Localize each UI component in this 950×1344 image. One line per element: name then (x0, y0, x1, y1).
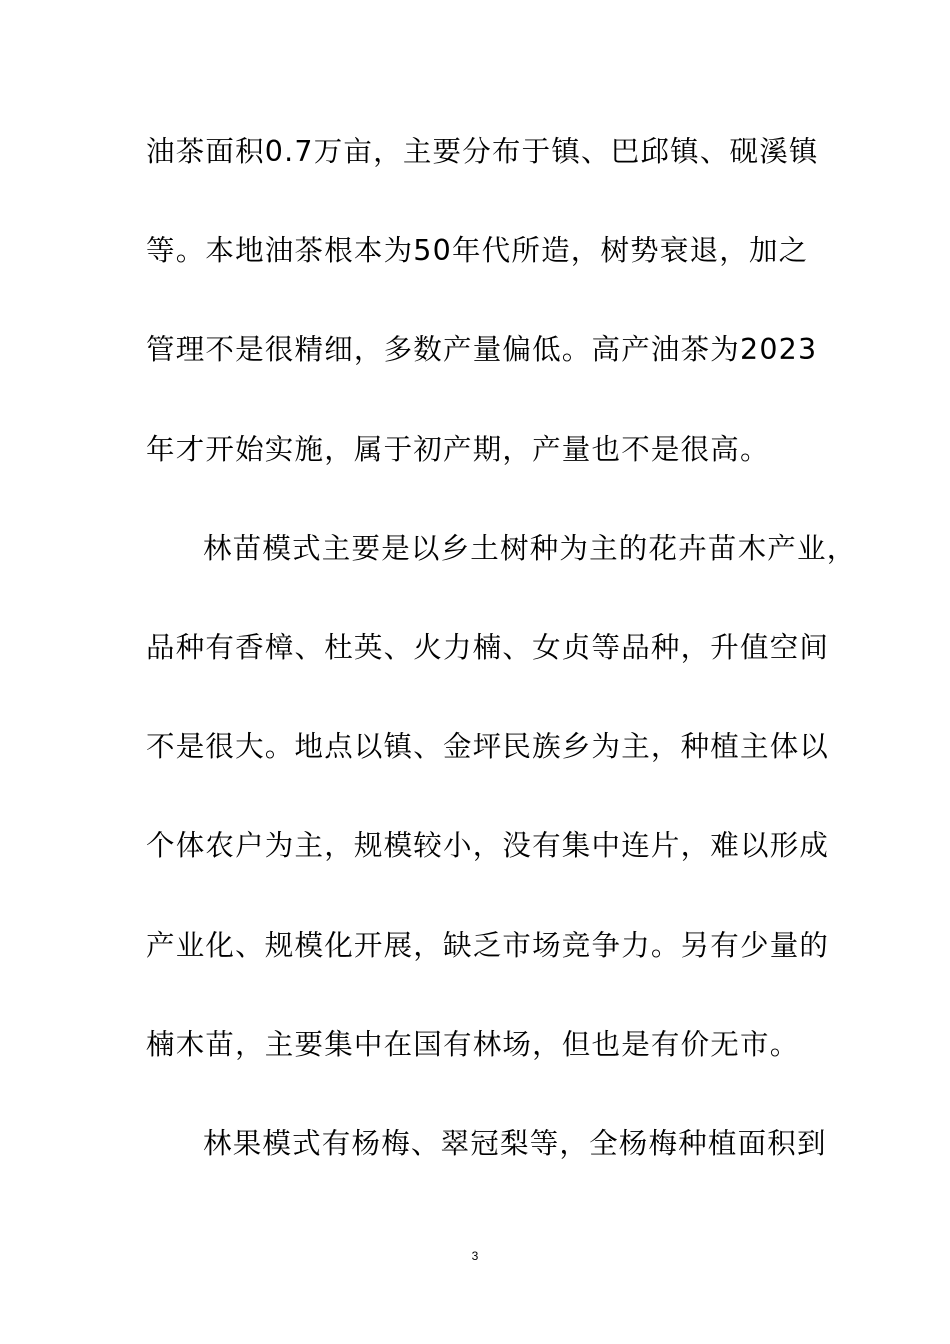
text-line: 等。本地油茶根本为50年代所造，树势衰退，加之 (146, 234, 809, 268)
page-number: 3 (471, 1249, 479, 1263)
text-line: 管理不是很精细，多数产量偏低。高产油茶为2023 (146, 333, 818, 367)
text-line: 产业化、规模化开展，缺乏市场竞争力。另有少量的 (146, 928, 830, 962)
text-line: 年才开始实施，属于初产期，产量也不是很高。 (146, 432, 770, 466)
text-line: 楠木苗，主要集中在国有林场，但也是有价无市。 (146, 1027, 800, 1061)
text-line: 品种有香樟、杜英、火力楠、女贞等品种，升值空间 (146, 630, 830, 664)
paragraph-first-line: 林果模式有杨梅、翠冠梨等，全杨梅种植面积到 (203, 1126, 827, 1160)
text-line: 不是很大。地点以镇、金坪民族乡为主，种植主体以 (146, 730, 830, 764)
text-line: 个体农户为主，规模较小，没有集中连片，难以形成 (146, 829, 830, 863)
document-body (146, 126, 857, 1217)
text-line: 油茶面积0.7万亩，主要分布于镇、巴邱镇、砚溪镇 (146, 135, 819, 168)
paragraph-first-line: 林苗模式主要是以乡土树种为主的花卉苗木产业， (203, 531, 857, 565)
